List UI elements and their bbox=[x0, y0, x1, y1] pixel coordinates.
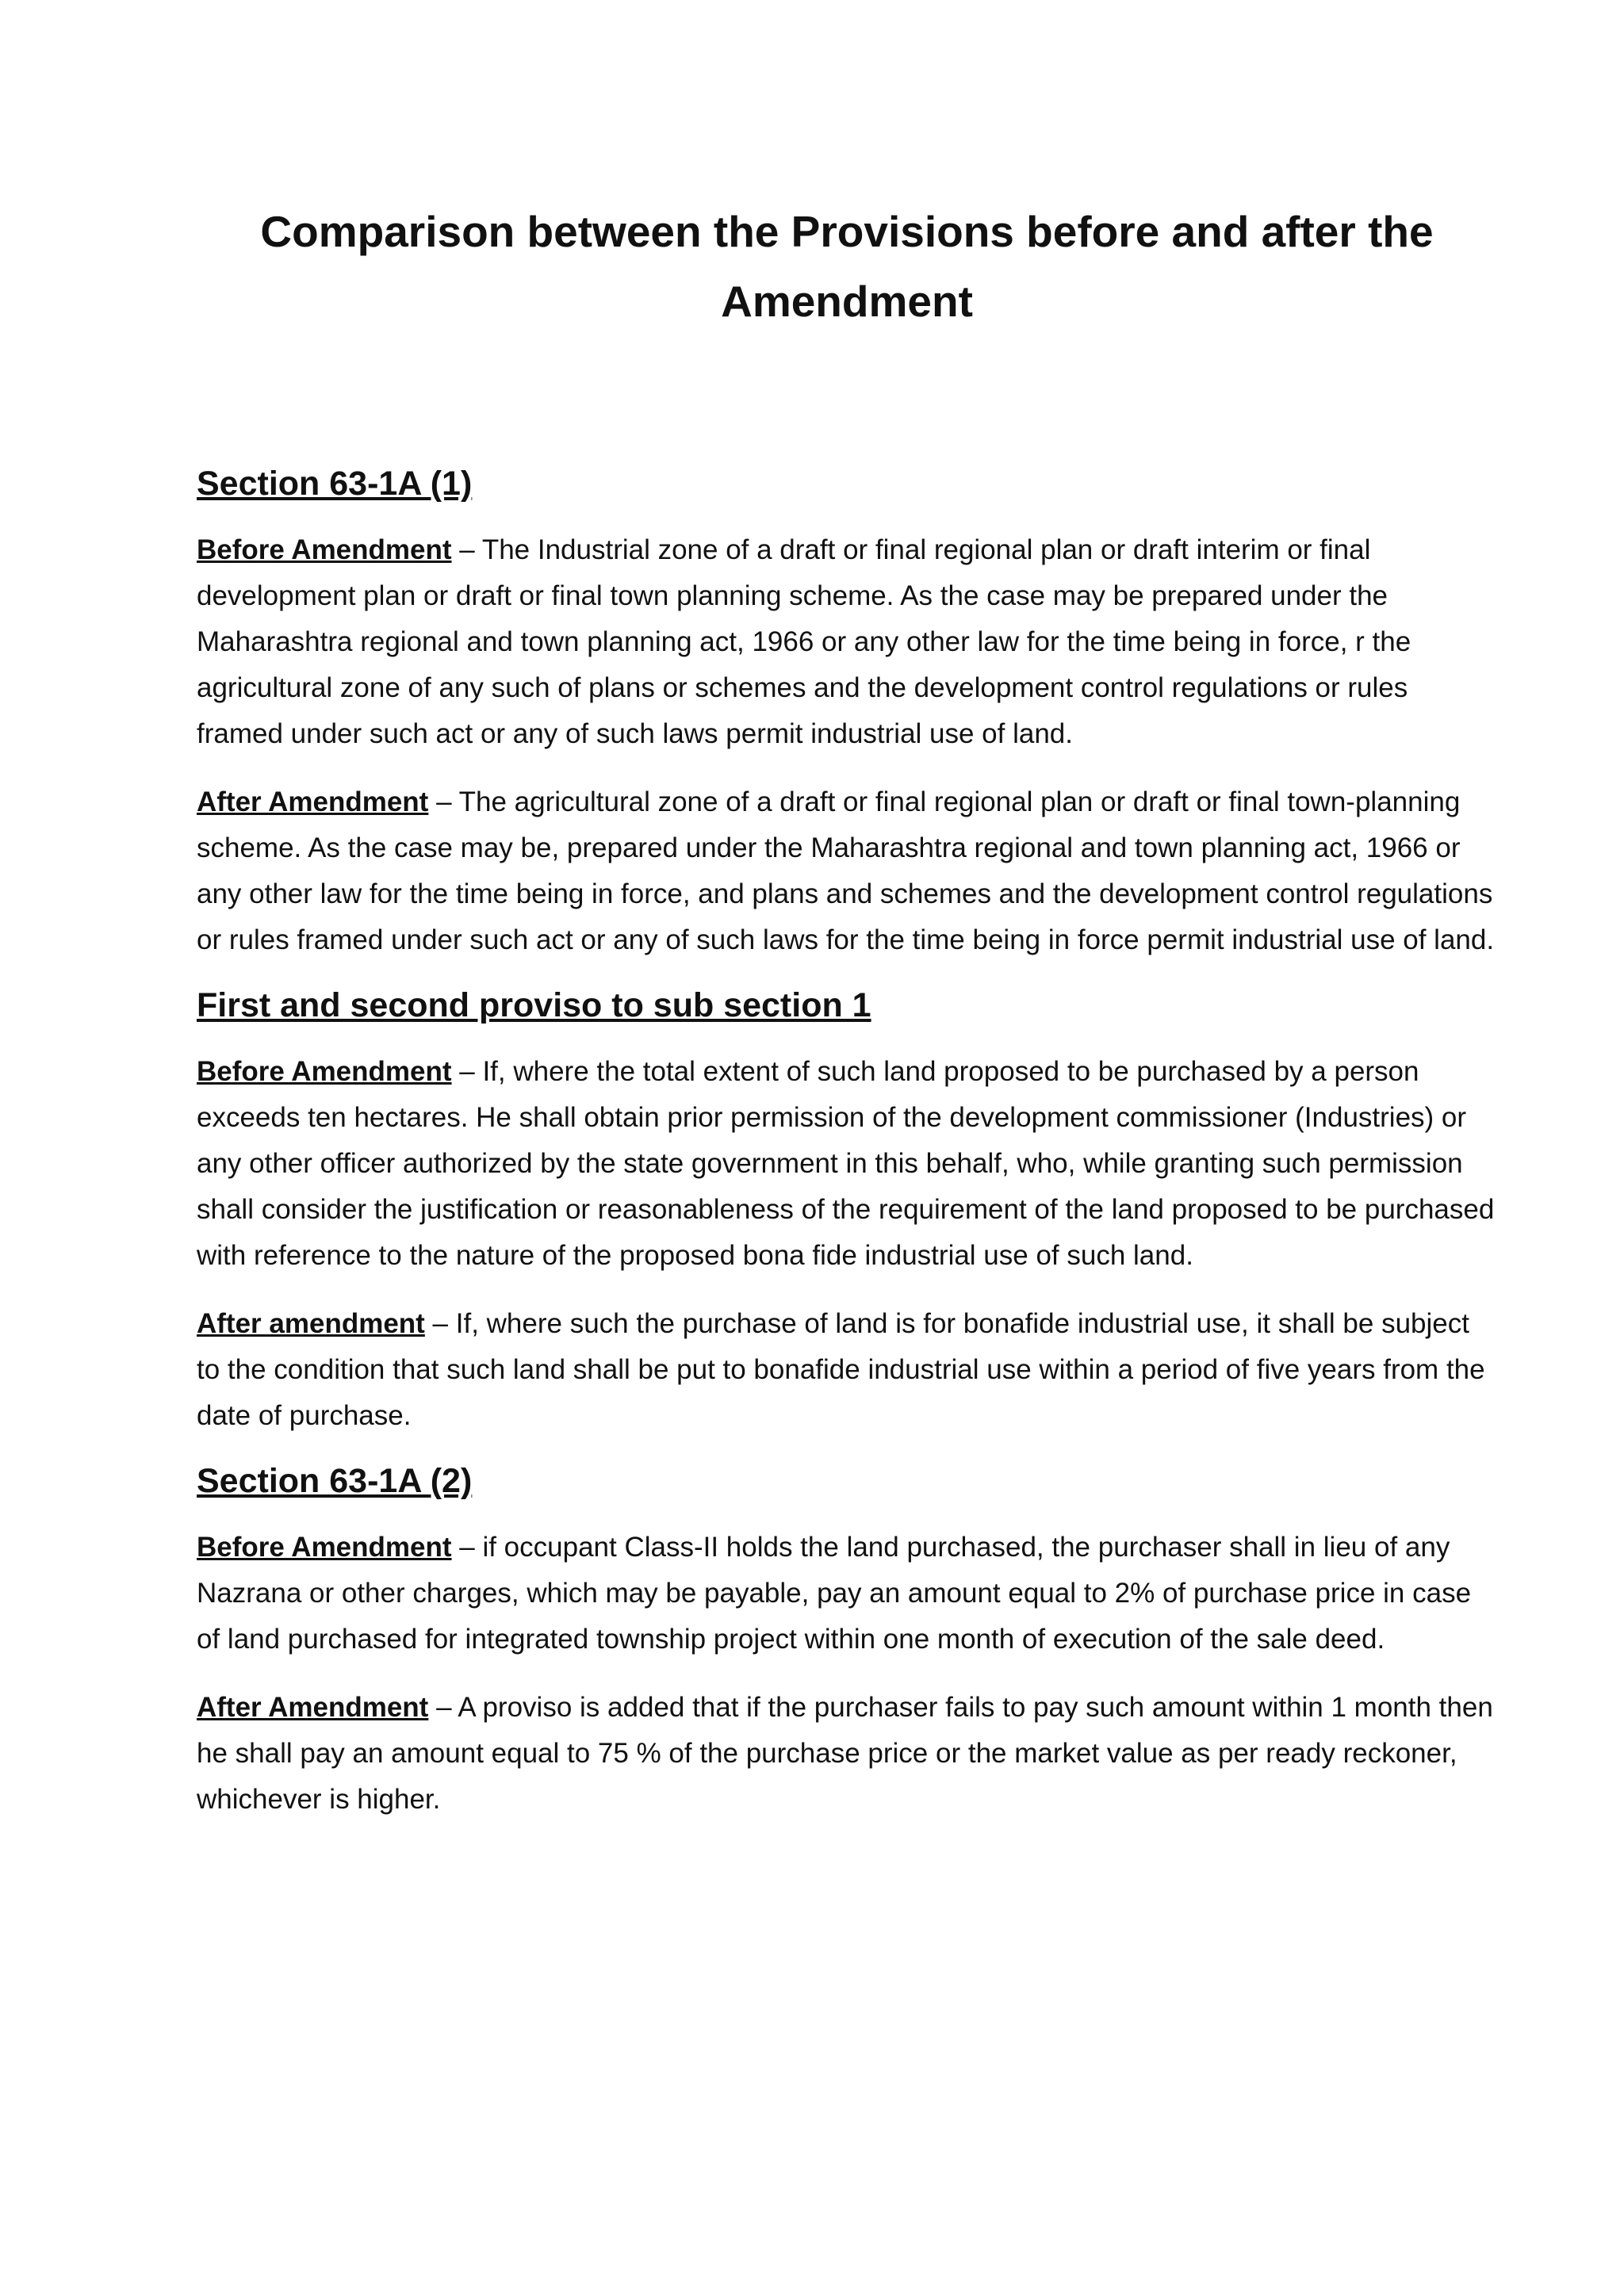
after-amendment-text: – If, where such the purchase of land is for bonafide industrial use, it shall be subject to the condition that such land shall be put to bonafide industrial use within a period of five years from the date of purchase. bbox=[197, 1308, 1485, 1431]
before-amendment-text: – The Industrial zone of a draft or final regional plan or draft interim or final development plan or draft or final town planning scheme. As the case may be prepared under the Maharashtra regional and town planning act, 1966 or any other law for the time being in force, r the agricultural zone of any such of plans or schemes and the development control regulations or rules framed under such act or any of such laws permit industrial use of land. bbox=[197, 534, 1411, 749]
after-amendment-paragraph bbox=[197, 1301, 1497, 1439]
after-amendment-label: After Amendment bbox=[197, 786, 429, 817]
before-amendment-label: Before Amendment bbox=[197, 534, 452, 565]
before-amendment-text: – If, where the total extent of such land proposed to be purchased by a person exceeds ten hectares. He shall obtain prior permission of the development commissioner (Industries) or any other officer authorized by the state government in this behalf, who, while granting such permission shall consider the justification or reasonableness of the requirement of the land proposed to be purchased with reference to the nature of the proposed bona fide industrial use of such land. bbox=[197, 1056, 1495, 1271]
before-amendment-paragraph bbox=[197, 1049, 1497, 1279]
document-body bbox=[197, 456, 1497, 1823]
section-heading: Section 63-1A (1) bbox=[197, 465, 473, 503]
after-amendment-text: – The agricultural zone of a draft or final regional plan or draft or final town-planning scheme. As the case may be, prepared under the Maharashtra regional and town planning act, 1966 or any other law for the time being in force, and plans and schemes and the development control regulations or rules framed under such act or any of such laws for the time being in force permit industrial use of land. bbox=[197, 786, 1495, 955]
after-amendment-paragraph bbox=[197, 779, 1497, 963]
after-amendment-text: – A proviso is added that if the purchaser fails to pay such amount within 1 month then he shall pay an amount equal to 75 % of the purchase price or the market value as per ready reckoner, whichever is higher. bbox=[197, 1692, 1493, 1815]
section-heading: Section 63-1A (2) bbox=[197, 1462, 473, 1500]
section-heading: First and second proviso to sub section 1 bbox=[197, 986, 871, 1024]
before-amendment-label: Before Amendment bbox=[197, 1532, 452, 1563]
document-title: Comparison between the Provisions before and after the Amendment bbox=[260, 207, 1434, 326]
section-first-second-proviso bbox=[197, 978, 1497, 1439]
before-amendment-text: – if occupant Class-II holds the land purchased, the purchaser shall in lieu of any Nazrana or other charges, which may be payable, pay an amount equal to 2% of purchase price in case of land purchased for integrated township project within one month of execution of the sale deed. bbox=[197, 1532, 1472, 1655]
before-amendment-paragraph bbox=[197, 1525, 1497, 1663]
after-amendment-label: After Amendment bbox=[197, 1692, 429, 1723]
before-amendment-paragraph bbox=[197, 527, 1497, 757]
section-63-1a-2 bbox=[197, 1453, 1497, 1823]
section-63-1a-1 bbox=[197, 456, 1497, 963]
after-amendment-label: After amendment bbox=[197, 1308, 425, 1339]
before-amendment-label: Before Amendment bbox=[197, 1056, 452, 1087]
after-amendment-paragraph bbox=[197, 1685, 1497, 1823]
